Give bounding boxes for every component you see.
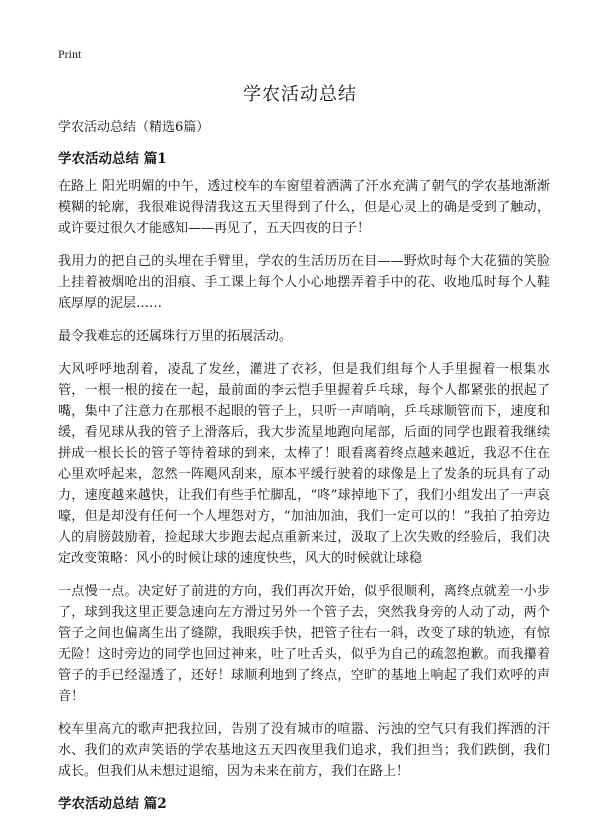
section-2 xyxy=(58,794,550,815)
paragraph: 我用力的把自己的头埋在手臂里，学农的生活历历在目——野炊时每个大花猫的笑脸上挂着被烟呛出的泪痕、手工课上每个人小心地摆弄着手中的花、收地瓜时每个人鞋底厚厚的泥层…… xyxy=(58,254,550,311)
paragraph: 一点慢一点。决定好了前进的方向，我们再次开始，似乎很顺利，离终点就差一小步了，球到我这里正要急速向左方滑过另外一个管子去，突然我身旁的人动了动，两个管子之间也偏离生出了缝隙，我眼疾手快，把管子往右一斜，改变了球的轨迹，有惊无险！这时旁边的同学也回过神来，吐了吐舌头，似乎为自己的疏忽抱歉。而我攥着管子的手已经湿透了，还好！球顺利地到了终点，空旷的基地上响起了我们欢呼的声音！ xyxy=(58,584,550,704)
section-heading: 学农活动总结 篇1 xyxy=(58,151,167,167)
article-body xyxy=(58,117,550,821)
paragraph: 校车里高亢的歌声把我拉回，告别了没有城市的喧嚣、污浊的空气只有我们挥洒的汗水、我们的欢声笑语的学农基地这五天四夜里我们追求，我们担当；我们跌倒，我们成长。但我们从未想过退缩，因为未来在前方，我们在路上！ xyxy=(58,722,550,779)
paragraph: 在路上 阳光明媚的中午，透过校车的车窗望着洒满了汗水充满了朝气的学农基地渐渐模糊的轮廓，我很难说得清我这五天里得到了什么，但是心灵上的确是受到了触动，或许要过很久才能感知——再见了，五天四夜的日子！ xyxy=(58,179,550,236)
article-subtitle: 学农活动总结（精选6篇） xyxy=(58,120,210,135)
section-1 xyxy=(58,149,550,782)
section-heading: 学农活动总结 篇2 xyxy=(58,796,167,812)
paragraph: 最令我难忘的还属珠行万里的拓展活动。 xyxy=(58,329,293,344)
print-link[interactable]: Print xyxy=(58,47,82,61)
page-title: 学农活动总结 xyxy=(243,84,357,105)
paragraph: 大风呼呼地刮着，凌乱了发丝，灌进了衣衫，但是我们组每个人手里握着一根集水管，一根一根的接在一起，最前面的李云恺手里握着乒乓球，每个人都紧张的抿起了嘴，集中了注意力在那根不起眼的管子上，只听一声哨响，乒乓球顺管而下，速度和缓，看见球从我的管子上滑落后，我大步流星地跑向尾部，后面的同学也跟着我继续拼成一根长长的管子等待着球的到来，太棒了！眼看离着终点越来越近，我忍不住在心里欢呼起来，忽然一阵飓风刮来，原本平缓行驶着的球像是上了发条的玩具有了动力，速度越来越快，让我们有些手忙脚乱，“咚”球掉地下了，我们小组发出了一声哀嚎，但是却没有任何一个人埋怨对方，“加油加油，我们一定可以的！”我拍了拍旁边人的肩膀鼓励着，捡起球大步跑去起点重新来过，汲取了上次失败的经验后，我们决定改变策略：风小的时候让球的速度快些，风大的时候就让球稳 xyxy=(58,362,550,566)
